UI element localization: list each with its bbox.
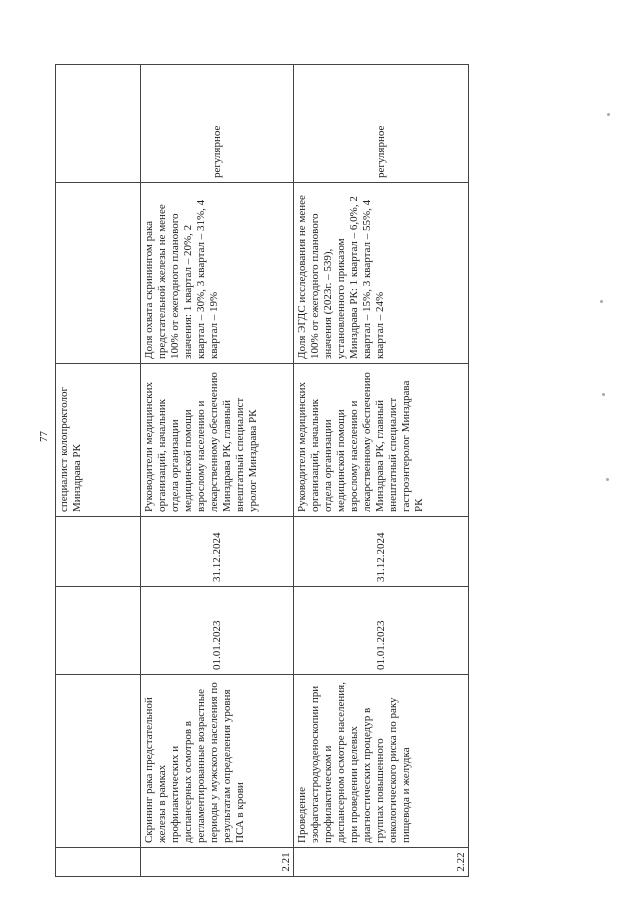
measures-table bbox=[55, 64, 469, 877]
table-row bbox=[56, 65, 141, 877]
scan-speck bbox=[602, 393, 605, 396]
row-number: 2.22 bbox=[294, 848, 469, 877]
end-date-cell bbox=[56, 517, 141, 587]
activity-cell: Проведение эзофагогастродуоденоскопии при профилактическом и диспансерном осмотре населения, при проведении целевых диагностических процедур в группах повышенного онкологического риска по раку пищевода и желудка bbox=[294, 675, 469, 848]
end-date-cell: 31.12.2024 bbox=[294, 517, 469, 587]
scan-speck bbox=[600, 300, 603, 303]
start-date-cell: 01.01.2023 bbox=[294, 587, 469, 675]
responsible-cell: Руководители медицинских организаций, начальник отдела организации медицинской помощи взрослому населению и лекарственному обеспечению Минздрава РК, главный внештатный специалист гастроэнтеролог Минздрава РК bbox=[294, 364, 469, 517]
frequency-cell bbox=[56, 65, 141, 183]
indicator-cell: Доля охвата скринингом рака предстательной железы не менее 100% от ежегодного планового значения: 1 квартал – 20%, 2 квартал – 30%, 3 квартал – 31%, 4 квартал – 19% bbox=[141, 183, 294, 364]
start-date-cell bbox=[56, 587, 141, 675]
scan-speck bbox=[606, 478, 609, 481]
responsible-cell: специалист колопроктолог Минздрава РК bbox=[56, 364, 141, 517]
activity-cell bbox=[56, 675, 141, 848]
responsible-cell: Руководители медицинских организаций, начальник отдела организации медицинской помощи взрослому населению и лекарственному обеспечению Минздрава РК, главный внештатный специалист уролог Минздрава РК bbox=[141, 364, 294, 517]
frequency-cell: регулярное bbox=[294, 65, 469, 183]
frequency-cell: регулярное bbox=[141, 65, 294, 183]
table-row bbox=[294, 65, 469, 877]
indicator-cell: Доля ЭГДС исследования не менее 100% от ежегодного планового значения (2023г. – 539), установленного приказом Минздрава РК: 1 квартал – 6,0%, 2 квартал – 15%, 3 квартал – 55%, 4 квартал – 24% bbox=[294, 183, 469, 364]
rotated-page bbox=[55, 65, 539, 877]
row-number bbox=[56, 848, 141, 877]
start-date-cell: 01.01.2023 bbox=[141, 587, 294, 675]
scan-speck bbox=[607, 113, 610, 116]
row-number: 2.21 bbox=[141, 848, 294, 877]
page-number: 77 bbox=[38, 431, 50, 442]
end-date-cell: 31.12.2024 bbox=[141, 517, 294, 587]
indicator-cell bbox=[56, 183, 141, 364]
activity-cell: Скрининг рака предстательной железы в рамках профилактических и диспансерных осмотров в регламентированные возрастные периоды у мужского населения по результатам определения уровня ПСА в крови bbox=[141, 675, 294, 848]
table-row bbox=[141, 65, 294, 877]
